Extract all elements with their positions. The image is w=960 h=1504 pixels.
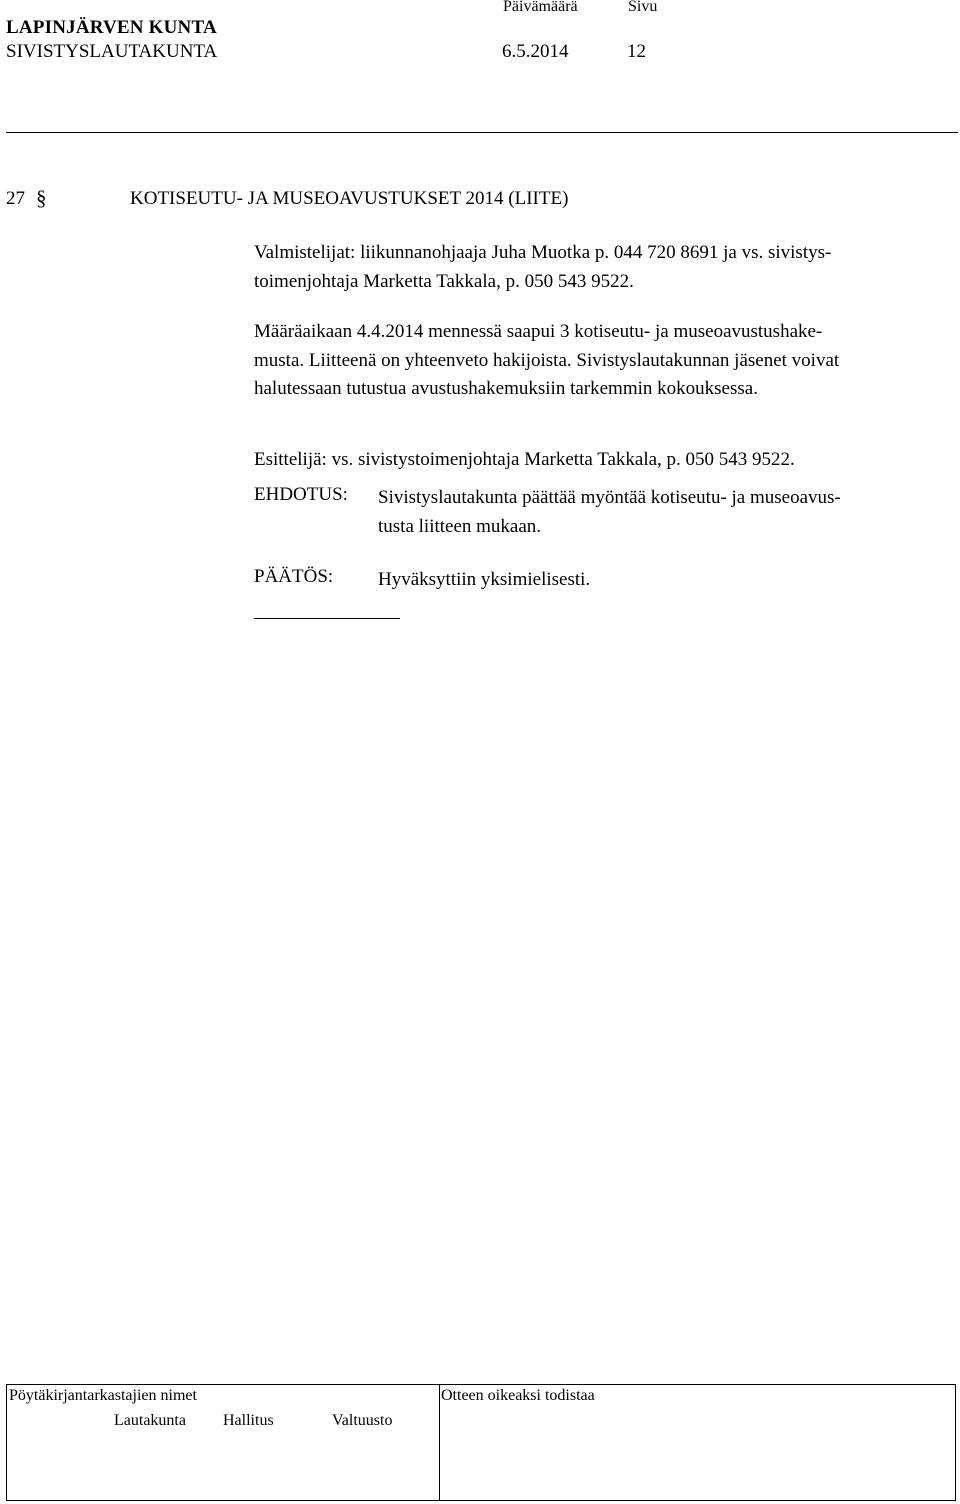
description-line: Määräaikaan 4.4.2014 mennessä saapui 3 kotiseutu- ja museoavustushake-	[254, 321, 823, 342]
document-date: 6.5.2014	[502, 41, 569, 62]
footer-divider	[439, 1385, 440, 1500]
decision-label: PÄÄTÖS:	[254, 566, 334, 587]
decision-text: Hyväksyttiin yksimielisesti.	[378, 569, 591, 590]
section-sign: §	[36, 186, 47, 210]
signatures-label: Pöytäkirjantarkastajien nimet	[9, 1387, 197, 1404]
department-name: SIVISTYSLAUTAKUNTA	[6, 41, 218, 62]
proposal-line: Sivistyslautakunta päättää myöntää kotiseutu- ja museoavus-	[378, 487, 841, 508]
end-underline	[254, 618, 400, 619]
preparers-line: Valmistelijat: liikunnanohjaaja Juha Muotka p. 044 720 8691 ja vs. sivistys-	[254, 242, 832, 263]
body-lautakunta: Lautakunta	[114, 1412, 186, 1429]
header-divider	[6, 132, 958, 133]
section-number: 27	[6, 188, 25, 209]
preparers-line: toimenjohtaja Marketta Takkala, p. 050 543 9522.	[254, 270, 634, 292]
description-paragraph	[254, 318, 954, 404]
page-label: Sivu	[628, 0, 658, 15]
proposal-text	[378, 484, 841, 541]
body-hallitus: Hallitus	[223, 1412, 274, 1429]
description-line: halutessaan tutustua avustushakemuksiin tarkemmin kokouksessa.	[254, 378, 758, 399]
proposal-label: EHDOTUS:	[254, 484, 348, 505]
page-number: 12	[627, 41, 646, 62]
description-line: musta. Liitteenä on yhteenveto hakijoista. Sivistyslautakunnan jäsenet voivat	[254, 349, 840, 371]
body-valtuusto: Valtuusto	[332, 1412, 393, 1429]
proposal-line: tusta liitteen mukaan.	[378, 515, 542, 537]
presenter-paragraph	[254, 446, 954, 475]
preparers-paragraph	[254, 239, 954, 296]
organization-name: LAPINJÄRVEN KUNTA	[6, 17, 217, 38]
presenter-line: Esittelijä: vs. sivistystoimenjohtaja Marketta Takkala, p. 050 543 9522.	[254, 449, 795, 470]
date-label: Päivämäärä	[503, 0, 578, 15]
copy-certification-label: Otteen oikeaksi todistaa	[441, 1387, 595, 1404]
footer-box	[6, 1384, 956, 1501]
section-title: KOTISEUTU- JA MUSEOAVUSTUKSET 2014 (LIITE)	[130, 188, 569, 209]
